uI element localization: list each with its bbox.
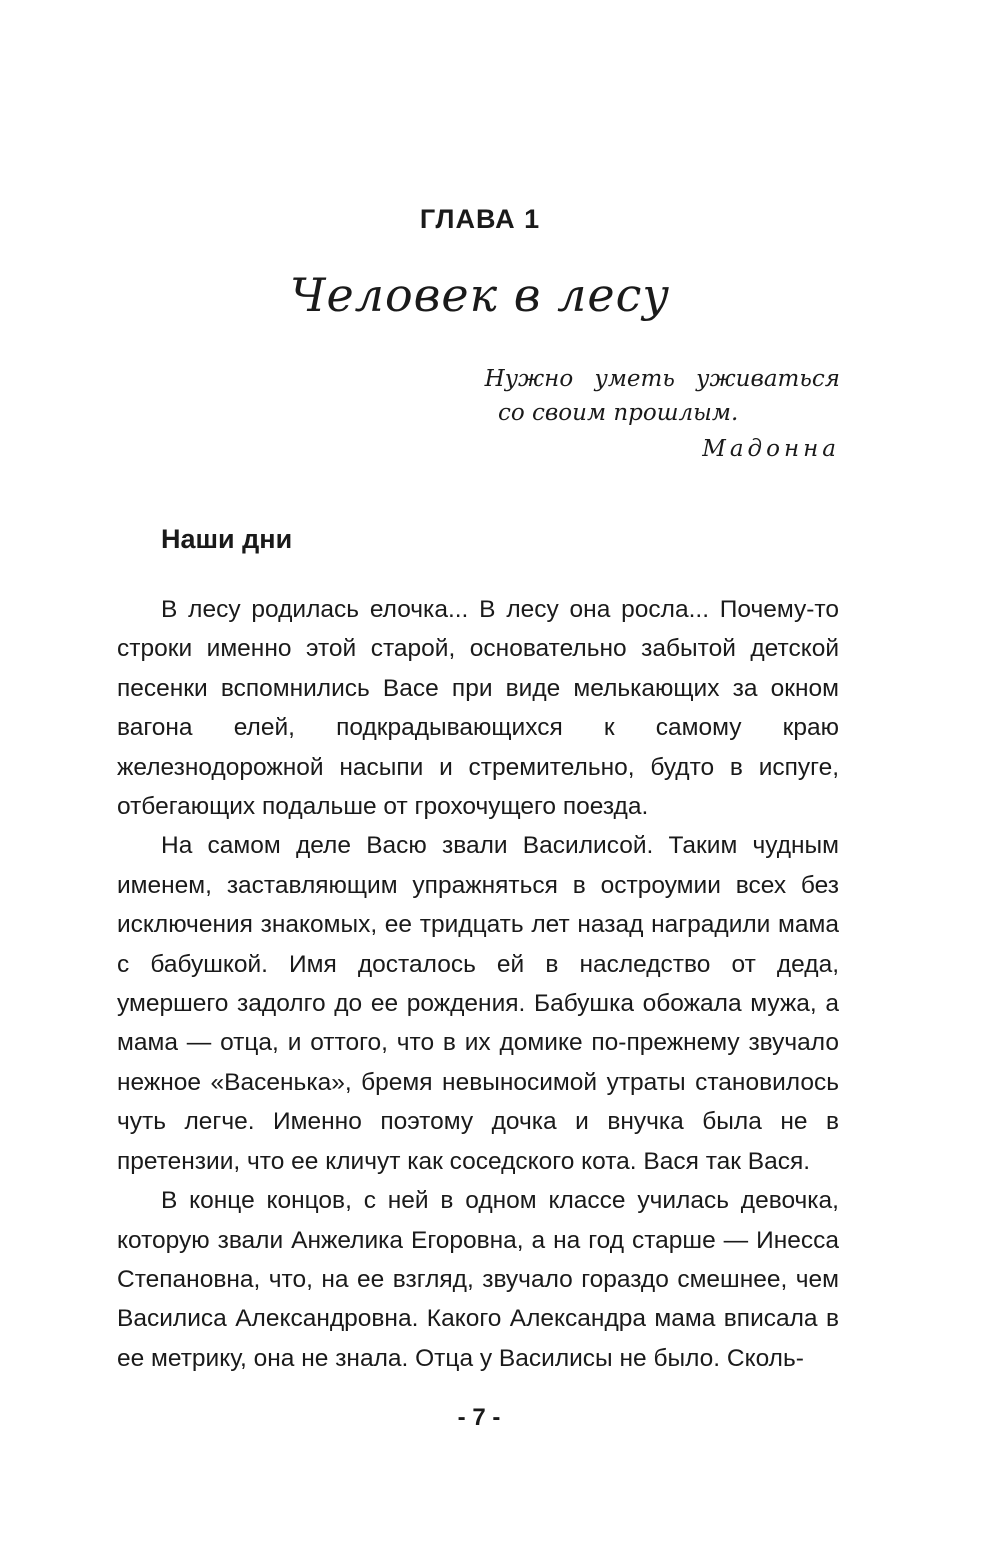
paragraph: На самом деле Васю звали Василисой. Таким чудным именем, заставляющим упражняться в остроумии всех без исключения знакомых, ее тридцать лет назад наградили мама с бабушкой. Имя досталось ей в наследство от деда, умершего задолго до ее рождения. Бабушка обожала мужа, а мама — отца, и оттого, что в их домике по-прежнему звучало нежное «Васенька», бремя невыносимой утраты становилось чуть легче. Именно поэтому дочка и внучка была не в претензии, что ее кличут как соседского кота. Вася так Вася. xyxy=(117,832,839,1175)
body-text xyxy=(117,590,839,1378)
section-title: Наши дни xyxy=(161,524,293,554)
page-number: - 7 - xyxy=(457,1404,501,1431)
chapter-title: Человек в лесу xyxy=(289,268,671,322)
paragraph: В лесу родилась елочка... В лесу она росла... Почему-то строки именно этой старой, основательно забытой детской песенки вспомнились Васе при виде мелькающих за окном вагона елей, подкрадывающихся к самому краю железнодорожной насыпи и стремительно, будто в испуге, отбегающих подальше от грохочущего поезда. xyxy=(117,596,839,821)
epigraph-line-1: Нужно уметь уживаться xyxy=(484,366,840,392)
epigraph xyxy=(420,362,840,466)
epigraph-line-2: со своим прошлым. xyxy=(498,400,739,426)
epigraph-author: Мадонна xyxy=(702,436,840,462)
chapter-label: ГЛАВА 1 xyxy=(419,204,541,234)
paragraph: В конце концов, с ней в одном классе училась девочка, которую звали Анжелика Егоровна, а на год старше — Инесса Степановна, что, на ее взгляд, звучало гораздо смешнее, чем Василиса Александровна. Какого Александра мама вписала в ее метрику, она не знала. Отца у Василисы не было. Сколь- xyxy=(117,1187,839,1372)
